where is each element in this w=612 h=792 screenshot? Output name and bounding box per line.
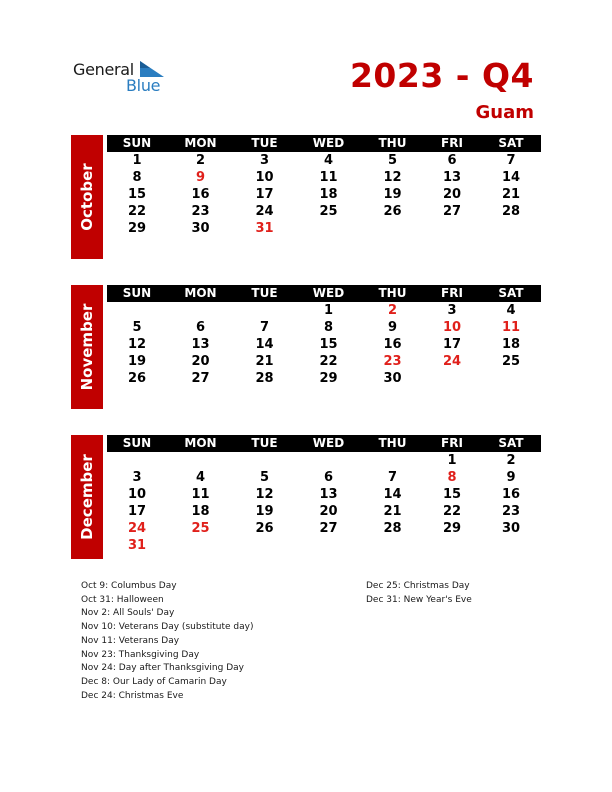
page-title: 2023 - Q4	[349, 56, 534, 95]
empty-day-cell	[481, 370, 541, 387]
day-cell: 4	[195, 470, 206, 485]
weekday-sun: SUN	[122, 286, 152, 300]
weekday-wed: WED	[312, 286, 345, 300]
day-cell: 7	[506, 153, 516, 168]
day-cell: 11	[501, 320, 521, 335]
weekday-mon: MON	[184, 286, 217, 300]
month-grid	[107, 435, 541, 554]
day-cell: 1	[447, 453, 457, 468]
weekday-sat: SAT	[498, 436, 524, 450]
day-cell: 6	[447, 153, 457, 168]
holiday-entry: Dec 24: Christmas Eve	[81, 690, 184, 701]
day-cell: 28	[501, 204, 521, 219]
empty-day-cell	[481, 537, 541, 554]
weekday-thu: THU	[378, 436, 407, 450]
day-cell: 2	[506, 453, 516, 468]
day-cell: 14	[255, 337, 274, 352]
day-cell: 17	[127, 504, 147, 519]
weekday-thu: THU	[378, 286, 407, 300]
day-cell: 11	[319, 170, 338, 185]
day-cell: 30	[501, 521, 521, 536]
weekday-wed: WED	[312, 136, 345, 150]
empty-day-cell	[295, 537, 362, 554]
day-cell: 6	[323, 470, 334, 485]
empty-day-cell	[362, 537, 423, 554]
month-side-bar	[71, 285, 103, 409]
day-cell: 12	[127, 337, 147, 352]
day-cell: 18	[191, 504, 210, 519]
day-cell: 10	[442, 320, 462, 335]
day-grid	[107, 302, 541, 387]
weekday-sat: SAT	[498, 286, 524, 300]
day-cell: 9	[387, 320, 398, 335]
weekday-mon: MON	[184, 136, 217, 150]
day-cell: 14	[501, 170, 521, 185]
day-cell: 27	[442, 204, 462, 219]
day-cell: 29	[442, 521, 462, 536]
day-cell: 4	[323, 153, 334, 168]
day-cell: 10	[255, 170, 274, 185]
day-cell: 19	[383, 187, 402, 202]
day-cell: 25	[319, 204, 338, 219]
day-cell: 8	[447, 470, 457, 485]
weekday-sun: SUN	[122, 436, 152, 450]
day-cell: 14	[383, 487, 402, 502]
day-cell: 8	[323, 320, 334, 335]
day-cell: 3	[447, 303, 457, 318]
month-side-bar	[71, 435, 103, 559]
day-cell: 22	[127, 204, 147, 219]
empty-day-cell	[167, 452, 234, 469]
day-cell: 7	[387, 470, 398, 485]
day-cell: 27	[319, 521, 338, 536]
day-cell: 30	[383, 371, 402, 386]
weekday-fri: FRI	[441, 136, 463, 150]
empty-day-cell	[234, 452, 295, 469]
day-cell: 13	[442, 170, 462, 185]
logo-text-general: General	[73, 60, 134, 79]
empty-day-cell	[423, 370, 481, 387]
day-grid	[107, 452, 541, 554]
day-cell: 31	[255, 221, 274, 236]
day-grid	[107, 152, 541, 254]
day-cell: 31	[127, 538, 147, 553]
day-cell: 28	[383, 521, 402, 536]
weekday-thu: THU	[378, 136, 407, 150]
day-cell: 20	[191, 354, 210, 369]
day-cell: 11	[191, 487, 210, 502]
day-cell: 28	[255, 371, 274, 386]
weekday-tue: TUE	[251, 436, 278, 450]
empty-day-cell	[167, 302, 234, 319]
region-label: Guam	[475, 102, 534, 123]
day-cell: 29	[127, 221, 147, 236]
empty-day-cell	[107, 302, 167, 319]
day-cell: 2	[195, 153, 206, 168]
weekday-sun: SUN	[122, 136, 152, 150]
weekday-tue: TUE	[251, 286, 278, 300]
day-cell: 2	[387, 303, 398, 318]
day-cell: 12	[255, 487, 274, 502]
day-cell: 8	[132, 170, 142, 185]
day-cell: 1	[323, 303, 334, 318]
weekday-fri: FRI	[441, 286, 463, 300]
day-cell: 22	[442, 504, 462, 519]
day-cell: 27	[191, 371, 210, 386]
holiday-entry: Nov 2: All Souls' Day	[81, 608, 175, 619]
month-grid	[107, 285, 541, 387]
day-cell: 19	[127, 354, 147, 369]
day-cell: 4	[506, 303, 516, 318]
day-cell: 23	[191, 204, 210, 219]
day-cell: 18	[501, 337, 521, 352]
empty-day-cell	[107, 237, 167, 254]
holiday-list-right	[366, 580, 472, 607]
day-cell: 10	[127, 487, 147, 502]
day-cell: 24	[442, 354, 462, 369]
day-cell: 3	[132, 470, 142, 485]
day-cell: 23	[383, 354, 402, 369]
day-cell: 3	[259, 153, 270, 168]
month-name: November	[78, 303, 96, 391]
day-cell: 16	[191, 187, 210, 202]
month-name: October	[78, 163, 96, 231]
holiday-entry: Oct 9: Columbus Day	[81, 581, 177, 591]
day-cell: 20	[319, 504, 338, 519]
holiday-entry: Nov 10: Veterans Day (substitute day)	[81, 622, 254, 633]
day-cell: 26	[383, 204, 402, 219]
day-cell: 9	[195, 170, 206, 185]
empty-day-cell	[295, 452, 362, 469]
day-cell: 13	[191, 337, 210, 352]
empty-day-cell	[107, 452, 167, 469]
day-cell: 21	[255, 354, 274, 369]
day-cell: 23	[501, 504, 521, 519]
empty-day-cell	[167, 537, 234, 554]
empty-day-cell	[295, 220, 362, 237]
month-name: December	[78, 454, 96, 540]
empty-day-cell	[234, 302, 295, 319]
month-side-bar	[71, 135, 103, 259]
day-cell: 17	[255, 187, 274, 202]
day-cell: 20	[442, 187, 462, 202]
weekday-wed: WED	[312, 436, 345, 450]
day-cell: 29	[319, 371, 338, 386]
day-cell: 16	[501, 487, 521, 502]
weekday-header	[107, 135, 541, 152]
day-cell: 9	[506, 470, 516, 485]
holiday-entry: Nov 23: Thanksgiving Day	[81, 649, 200, 660]
day-cell: 5	[259, 470, 270, 485]
weekday-tue: TUE	[251, 136, 278, 150]
day-cell: 24	[255, 204, 274, 219]
weekday-header	[107, 435, 541, 452]
day-cell: 22	[319, 354, 338, 369]
holiday-entry: Dec 8: Our Lady of Camarin Day	[81, 676, 227, 687]
day-cell: 26	[255, 521, 274, 536]
month-october	[71, 135, 541, 259]
day-cell: 25	[191, 521, 210, 536]
day-cell: 7	[259, 320, 270, 335]
weekday-sat: SAT	[498, 136, 524, 150]
day-cell: 5	[132, 320, 142, 335]
day-cell: 6	[195, 320, 206, 335]
logo-flag-icon	[140, 61, 164, 77]
day-cell: 30	[191, 221, 210, 236]
month-december	[71, 435, 541, 559]
day-cell: 19	[255, 504, 274, 519]
holiday-entry: Nov 24: Day after Thanksgiving Day	[81, 663, 244, 674]
empty-day-cell	[423, 537, 481, 554]
weekday-mon: MON	[184, 436, 217, 450]
month-november	[71, 285, 541, 409]
day-cell: 16	[383, 337, 402, 352]
day-cell: 17	[442, 337, 462, 352]
holiday-entry: Dec 31: New Year's Eve	[366, 594, 472, 605]
weekday-header	[107, 285, 541, 302]
holiday-entry: Dec 25: Christmas Day	[366, 581, 470, 591]
day-cell: 15	[442, 487, 462, 502]
day-cell: 1	[132, 153, 142, 168]
day-cell: 15	[319, 337, 338, 352]
holiday-entry: Oct 31: Halloween	[81, 594, 164, 605]
holiday-entry: Nov 11: Veterans Day	[81, 635, 180, 646]
day-cell: 18	[319, 187, 338, 202]
empty-day-cell	[234, 537, 295, 554]
holiday-list-left	[81, 580, 254, 703]
empty-day-cell	[423, 220, 481, 237]
day-cell: 21	[383, 504, 402, 519]
day-cell: 15	[127, 187, 147, 202]
day-cell: 5	[387, 153, 398, 168]
logo-text-blue: Blue	[126, 76, 161, 95]
day-cell: 21	[501, 187, 521, 202]
day-cell: 25	[501, 354, 521, 369]
empty-day-cell	[481, 220, 541, 237]
month-grid	[107, 135, 541, 254]
day-cell: 12	[383, 170, 402, 185]
general-blue-logo	[73, 58, 173, 98]
empty-day-cell	[362, 220, 423, 237]
day-cell: 13	[319, 487, 338, 502]
weekday-fri: FRI	[441, 436, 463, 450]
empty-day-cell	[362, 452, 423, 469]
day-cell: 24	[127, 521, 147, 536]
day-cell: 26	[127, 371, 147, 386]
empty-day-cell	[167, 237, 234, 254]
